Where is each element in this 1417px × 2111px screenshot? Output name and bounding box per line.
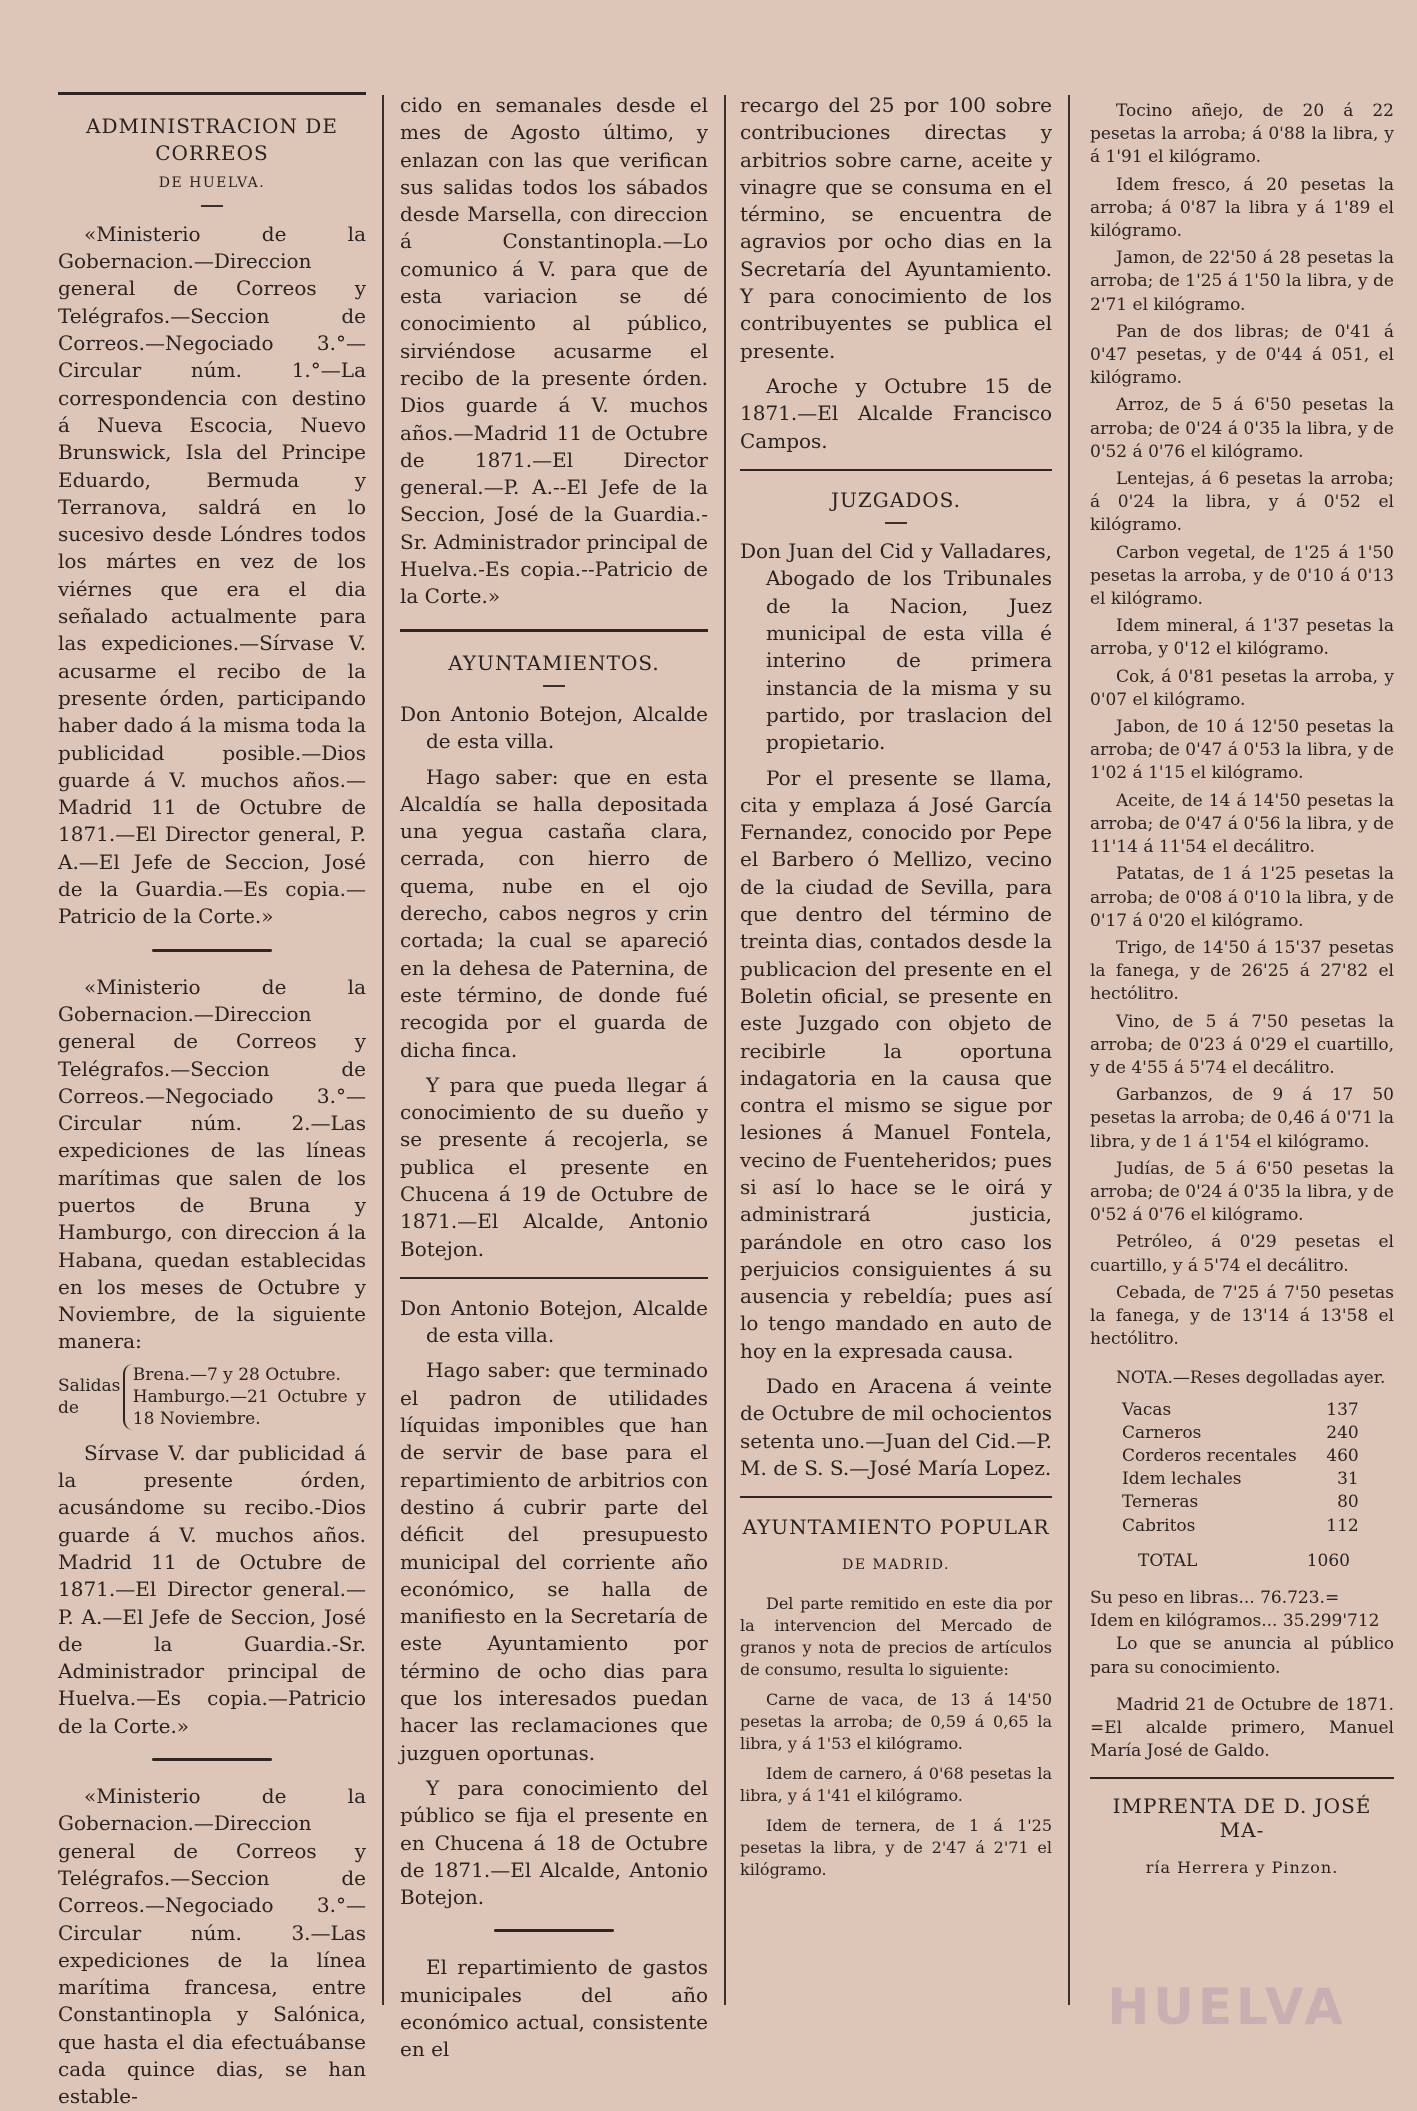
- total-value: 1060: [1306, 1550, 1350, 1571]
- edicto-1-body: Hago saber: que en esta Alcaldía se halla depositada una yegua castaña clara, cerrada, con hierro de quema, nube en el ojo derecho, cabos negros y crin cortada; la cual se apareció en la dehesa de Paternina, de este término, de donde fué recogida por el guarda de dicha finca.: [400, 764, 708, 1062]
- column-2: [400, 92, 708, 2062]
- price-item: Patatas, de 1 á 1'25 pesetas la arroba; de 0'08 á 0'10 la libra, y de 0'17 á 0'20 el kilógramo.: [1090, 864, 1394, 931]
- price-item: Idem fresco, á 20 pesetas la arroba; á 0'87 la libra y á 1'89 el kilógramo.: [1090, 174, 1394, 242]
- reses-value: 31: [1337, 1469, 1359, 1490]
- archive-watermark: HUELVA: [1107, 1978, 1347, 2036]
- table-row: [1118, 1515, 1363, 1538]
- price-item: Jabon, de 10 á 12'50 pesetas la arroba; de 0'47 á 0'53 la libra, y de 1'02 á 1'15 el kilógramo.: [1090, 717, 1394, 784]
- divider: [201, 205, 223, 207]
- repartimiento-signature: Aroche y Octubre 15 de 1871.—El Alcalde Francisco Campos.: [740, 373, 1052, 453]
- price-item: Cebada, de 7'25 á 7'50 pesetas la fanega, y de 13'14 á 13'58 el hectólitro.: [1090, 1282, 1394, 1350]
- edicto-1-close: Y para que pueda llegar á conocimiento de su dueño y se presente á recojerla, se publica el presente en Chucena á 19 de Octubre de 1871.—El Alcalde, Antonio Botejon.: [400, 1072, 708, 1261]
- nota-reses: NOTA.—Reses degolladas ayer.: [1116, 1368, 1386, 1389]
- table-row: [1118, 1445, 1363, 1468]
- table-row: [1118, 1491, 1363, 1514]
- column-rule: [1068, 95, 1070, 2005]
- reses-value: 137: [1326, 1399, 1359, 1420]
- salidas-brace: [123, 1364, 366, 1430]
- section-rule: [400, 629, 708, 632]
- section-title-ayuntamiento-popular: AYUNTAMIENTO POPULAR: [742, 1515, 1050, 1540]
- price-item: Carbon vegetal, de 1'25 á 1'50 pesetas la arroba, y de 0'10 á 0'13 el kilógramo.: [1090, 542, 1394, 610]
- price-carne-vaca: Carne de vaca, de 13 á 14'50 pesetas la arroba; de 0,59 á 0,65 la libra, y á 1'53 el kilógramo.: [740, 1689, 1052, 1753]
- reses-table: [1118, 1399, 1363, 1538]
- price-item: Aceite, de 14 á 14'50 pesetas la arroba; de 0'47 á 0'56 la libra, y de 11'14 á 11'54 el decálitro.: [1090, 790, 1394, 858]
- price-item: Garbanzos, de 9 á 17 50 pesetas la arroba; de 0,46 á 0'71 la libra, y de 1 á 1'54 el kilógramo.: [1090, 1085, 1394, 1152]
- imprenta-line-2: ría Herrera y Pinzon.: [1145, 1857, 1339, 1877]
- reses-name: Corderos recentales: [1122, 1445, 1297, 1466]
- price-item: Jamon, de 22'50 á 28 pesetas la arroba; de 1'25 á 1'50 la libra, y de 2'71 el kilógramo.: [1090, 248, 1394, 315]
- column-rule: [382, 95, 384, 2005]
- section-rule: [740, 469, 1052, 471]
- circular-2-end: Sírvase V. dar publicidad á la presente órden, acusándome su recibo.-Dios guarde á V. muchos años. Madrid 11 de Octubre de 1871.—El Director general.—P. A.—El Jefe de Seccion, José de la Guardia.-Sr. Administrador principal de Huelva.—Es copia.—Patricio de la Corte.»: [58, 1440, 366, 1738]
- price-item: Tocino añejo, de 20 á 22 pesetas la arroba; á 0'88 la libra, y á 1'91 el kilógramo.: [1090, 101, 1394, 168]
- circular-3-continued: cido en semanales desde el mes de Agosto último, y enlazan con las que verifican sus salidas todos los sábados desde Marsella, con direccion á Constantinopla.—Lo comunico á V. para que de esta variacion se dé conocimiento al público, sirviéndose acusarme el recibo de la presente órden. Dios guarde á V. muchos años.—Madrid 11 de Octubre de 1871.—El Director general.—P. A.--El Jefe de la Seccion, José de la Guardia.-Sr. Administrador principal de Huelva.-Es copia.--Patricio de la Corte.»: [400, 93, 708, 609]
- juez-heading: Don Juan del Cid y Valladares, Abogado de los Tribunales de la Nacion, Juez municipal de esta villa é interino de primera instancia de la misma y su partido, por traslacion del propietario.: [740, 539, 1052, 755]
- reses-name: Terneras: [1122, 1492, 1199, 1513]
- edicto-2-body: Hago saber: que terminado el padron de utilidades líquidas imponibles que han de servir de base para el repartimiento de arbitrios con destino á cubrir parte del déficit del presupuesto municipal del corriente año económico, se halla de manifiesto en la Secretaría de este Ayuntamiento por término de ocho dias para que los interesados puedan hacer las reclamaciones que juzguen oportunas.: [400, 1358, 708, 1765]
- column-3: [740, 92, 1052, 2028]
- divider: [885, 522, 907, 524]
- table-row: [1118, 1422, 1363, 1445]
- juez-edicto: Por el presente se llama, cita y emplaza á José García Fernandez, conocido por Pepe el Barbero ó Mellizo, vecino de la ciudad de Sevilla, para que dentro del término de treinta dias, contados desde la publicacion del presente en el Boletin oficial, se presente en este Juzgado con objeto de recibirle la oportuna indagatoria en la causa que contra el mismo se sigue por lesiones á Manuel Fontela, vecino de Fuenteheridos; pues si así lo hace se le oirá y administrará justicia, parándole en otro caso los perjuicios consiguientes á su ausencia y rebeldía; pues así lo tengo mandado en auto de hoy en la expresada causa.: [740, 765, 1052, 1363]
- popular-intro: Del parte remitido en este dia por la intervencion del Mercado de granos y nota de precios de artículos de consumo, resulta lo siguiente:: [740, 1593, 1052, 1679]
- reses-value: 460: [1326, 1445, 1359, 1466]
- price-ternera: Idem de ternera, de 1 á 1'25 pesetas la libra, y de 2'47 á 2'71 el kilógramo.: [740, 1815, 1052, 1879]
- column-rule: [724, 95, 726, 2005]
- ornament-divider: [152, 1758, 272, 1761]
- reses-name: Vacas: [1122, 1399, 1172, 1420]
- peso-kilogramos: Idem en kilógramos... 35.299'712: [1090, 1611, 1380, 1632]
- price-item: Trigo, de 14'50 á 15'37 pesetas la fanega, y de 26'25 á 27'82 el hectólitro.: [1090, 937, 1394, 1005]
- column-1: [58, 92, 366, 2109]
- section-rule: [740, 1496, 1052, 1498]
- reses-name: Cabritos: [1122, 1515, 1196, 1536]
- divider: [543, 685, 565, 687]
- edicto-rule: [400, 1277, 708, 1279]
- edicto-2-heading: Don Antonio Botejon, Alcalde de esta villa.: [400, 1295, 708, 1348]
- column-4: [1090, 100, 1394, 2028]
- price-carnero: Idem de carnero, á 0'68 pesetas la libra, y á 1'41 el kilógramo.: [740, 1763, 1052, 1805]
- salidas-brena: Brena.—7 y 28 Octubre.: [132, 1364, 341, 1385]
- peso-libras: Su peso en libras... 76.723.=: [1090, 1587, 1340, 1608]
- circular-1: «Ministerio de la Gobernacion.—Direccion general de Correos y Telégrafos.—Seccion de Correos.—Negociado 3.°—Circular núm. 1.°—La correspondencia con destino á Nueva Escocia, Nuevo Brunswick, Isla del Principe Eduardo, Bermuda y Terranova, saldrá en lo sucesivo desde Lóndres todos los mártes en vez de los viérnes que era el dia señalado actualmente para las expediciones.—Sírvase V. acusarme el recibo de la presente órden, participando haber dado á la misma toda la publicidad posible.—Dios guarde á V. muchos años.—Madrid 11 de Octubre de 1871.—El Director general, P. A.—El Jefe de Seccion, José de la Guardia.—Es copia.—Patricio de la Corte.»: [58, 221, 366, 929]
- circular-3: «Ministerio de la Gobernacion.—Direccion general de Correos y Telégrafos.—Seccion de Correos.—Negociado 3.°—Circular núm. 3.—Las expediciones de la línea marítima francesa, entre Constantinopla y Salónica, que hasta el dia efectuábanse cada quince dias, se han estable-: [58, 1784, 366, 2109]
- section-title-ayuntamientos: AYUNTAMIENTOS.: [448, 650, 660, 675]
- edicto-2-close: Y para conocimiento del público se fija el presente en en Chucena á 18 de Octubre de 1871.—El Alcalde, Antonio Botejon.: [400, 1775, 708, 1910]
- price-item: Vino, de 5 á 7'50 pesetas la arroba; de 0'23 á 0'29 el cuartillo, y de 4'55 á 5'74 el decálitro.: [1090, 1011, 1394, 1078]
- reses-name: Carneros: [1122, 1422, 1202, 1443]
- juez-signature: Dado en Aracena á veinte de Octubre de mil ochocientos setenta uno.—Juan del Cid.—P. M. de S. S.—José María Lopez.: [740, 1374, 1052, 1480]
- salidas-label: Salidas de: [58, 1375, 121, 1418]
- section-subtitle-huelva: DE HUELVA.: [158, 174, 266, 191]
- price-item: Petróleo, á 0'29 pesetas el cuartillo, y á 5'74 el decálitro.: [1090, 1232, 1394, 1276]
- repartimiento: El repartimiento de gastos municipales del año económico actual, consistente en el: [400, 1955, 708, 2062]
- circular-2: «Ministerio de la Gobernacion.—Direccion general de Correos y Telégrafos.—Seccion de Correos.—Negociado 3.°—Circular núm. 2.—Las expediciones de las líneas marítimas que salen de los puertos de Bruna y Hamburgo, con direccion á la Habana, quedan establecidas en los meses de Octubre y Noviembre, de la siguiente manera:: [58, 974, 366, 1354]
- price-item: Judías, de 5 á 6'50 pesetas la arroba; de 0'24 á 0'35 la libra, y de 0'52 á 0'76 el kilógramo.: [1090, 1158, 1394, 1226]
- reses-name: Idem lechales: [1122, 1469, 1242, 1490]
- table-row: [1118, 1468, 1363, 1491]
- repartimiento-continued: recargo del 25 por 100 sobre contribuciones directas y arbitrios sobre carne, aceite y vinagre que se consuma en el término, se encuentra de agravios por ocho dias en la Secretaría del Ayuntamiento. Y para conocimiento de los contribuyentes se publica el presente.: [740, 93, 1052, 363]
- price-item: Arroz, de 5 á 6'50 pesetas la arroba; de 0'24 á 0'35 la libra, y de 0'52 á 0'76 el kilógramo.: [1090, 395, 1394, 462]
- reses-value: 112: [1326, 1515, 1359, 1536]
- reses-value: 80: [1337, 1492, 1359, 1513]
- price-list: [1090, 100, 1394, 1351]
- price-item: Lentejas, á 6 pesetas la arroba; á 0'24 la libra, y á 0'52 el kilógramo.: [1090, 469, 1394, 536]
- salidas-hamburgo: Hamburgo.—21 Octubre y 18 Noviembre.: [132, 1386, 366, 1429]
- top-rule: [58, 92, 366, 95]
- anuncio: Lo que se anuncia al público para su conocimiento.: [1090, 1634, 1394, 1678]
- imprenta-line-1: IMPRENTA DE D. JOSÉ MA-: [1112, 1794, 1372, 1842]
- price-item: Pan de dos libras; de 0'41 á 0'47 pesetas, y de 0'44 á 051, el kilógramo.: [1090, 321, 1394, 389]
- section-title-correos: ADMINISTRACION DE CORREOS: [86, 114, 338, 166]
- ornament-divider: [494, 1929, 614, 1932]
- price-item: Idem mineral, á 1'37 pesetas la arroba, y 0'12 el kilógramo.: [1090, 616, 1394, 660]
- salidas-table: [58, 1364, 366, 1430]
- edicto-1-heading: Don Antonio Botejon, Alcalde de esta villa.: [400, 701, 708, 754]
- section-rule: [1090, 1777, 1394, 1779]
- firma-alcalde: Madrid 21 de Octubre de 1871. =El alcalde primero, Manuel María José de Galdo.: [1090, 1694, 1394, 1762]
- ornament-divider: [152, 949, 272, 952]
- total-label: TOTAL: [1138, 1550, 1198, 1571]
- reses-total: [1138, 1550, 1350, 1573]
- section-subtitle-madrid: DE MADRID.: [842, 1556, 950, 1573]
- reses-value: 240: [1326, 1422, 1359, 1443]
- price-item: Cok, á 0'81 pesetas la arroba, y 0'07 el kilógramo.: [1090, 666, 1394, 710]
- section-title-juzgados: JUZGADOS.: [831, 487, 961, 512]
- table-row: [1118, 1399, 1363, 1422]
